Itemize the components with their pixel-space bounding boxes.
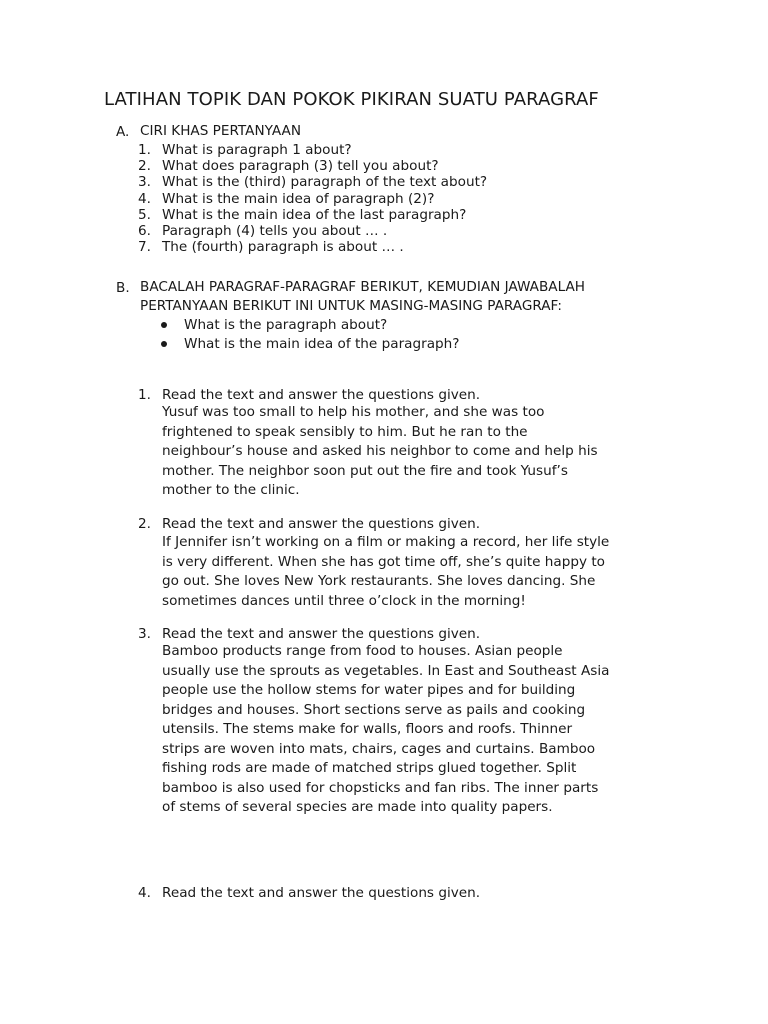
list-number: 3. [138,174,151,191]
section-a-heading: CIRI KHAS PERTANYAAN [140,123,302,139]
list-item [138,142,487,158]
question-instruction: Read the text and answer the questions given. [162,516,481,532]
passage-line: If Jennifer isn’t working on a film or making a record, her life style [162,534,610,550]
passage-line: go out. She loves New York restaurants. She loves dancing. She [162,573,596,589]
list-number: 4. [138,190,151,207]
question-number: 3. [138,626,151,642]
bullet-item [160,316,460,335]
passage-line: mother. The neighbor soon put out the fire and took Yusuf’s [162,462,568,479]
list-item [138,207,487,223]
reading-passage [162,403,598,501]
list-number: 2. [138,158,151,175]
question-number: 2. [138,516,151,532]
list-text: What is the (third) paragraph of the text about? [162,174,488,191]
list-number: 5. [138,206,151,223]
list-item [138,191,487,207]
list-number: 6. [138,223,151,240]
list-text: What is the main idea of the last paragraph? [162,206,467,223]
section-b-heading-line1: BACALAH PARAGRAF-PARAGRAF BERIKUT, KEMUDIAN JAWABALAH [140,279,585,295]
bullet-text: What is the main idea of the paragraph? [184,336,460,352]
bullet-text: What is the paragraph about? [184,317,388,333]
question-instruction: Read the text and answer the questions given. [162,626,481,642]
passage-line: mother to the clinic. [162,482,300,498]
list-number: 7. [138,239,151,256]
passage-line: sometimes dances until three o’clock in the morning! [162,592,526,609]
document-title: LATIHAN TOPIK DAN POKOK PIKIRAN SUATU PARAGRAF [104,89,599,110]
list-item [138,174,487,190]
passage-line: bamboo is also used for chopsticks and fan ribs. The inner parts [162,779,599,796]
passage-line: strips are woven into mats, chairs, cages and curtains. Bamboo [162,740,596,757]
passage-line: of stems of several species are made into quality papers. [162,799,553,815]
passage-line: utensils. The stems make for walls, floors and roofs. Thinner [162,721,573,737]
question-pattern-list [138,142,487,255]
bullet-item [160,335,460,354]
passage-line: frightened to speak sensibly to him. But he ran to the [162,423,528,440]
list-text: What is paragraph 1 about? [162,142,352,158]
question-instruction: Read the text and answer the questions given. [162,387,481,403]
list-text: What does paragraph (3) tell you about? [162,158,439,175]
bullet-icon [161,322,167,328]
passage-line: usually use the sprouts as vegetables. In East and Southeast Asia [162,662,610,679]
section-a-label: A. [116,124,130,140]
question-number: 1. [138,387,151,403]
bullet-icon [161,341,167,347]
section-b-label: B. [116,280,130,296]
list-item [138,158,487,174]
reading-passage [162,533,609,611]
list-text: The (fourth) paragraph is about … . [162,239,404,256]
passage-line: is very different. When she has got time off, she’s quite happy to [162,553,605,570]
passage-line: fishing rods are made of matched strips glued together. Split [162,760,577,776]
reading-passage [162,642,609,818]
list-text: What is the main idea of paragraph (2)? [162,190,435,207]
list-text: Paragraph (4) tells you about … . [162,223,388,240]
list-number: 1. [138,142,151,158]
section-b-heading-line2: PERTANYAAN BERIKUT INI UNTUK MASING-MASING PARAGRAF: [140,298,562,314]
passage-line: neighbour’s house and asked his neighbor to come and help his [162,443,598,459]
question-instruction: Read the text and answer the questions given. [162,885,481,901]
question-number: 4. [138,885,151,901]
passage-line: Yusuf was too small to help his mother, and she was too [162,404,545,420]
passage-line: Bamboo products range from food to houses. Asian people [162,643,563,659]
bullet-list [160,316,460,354]
passage-line: bridges and houses. Short sections serve as pails and cooking [162,701,586,718]
passage-line: people use the hollow stems for water pipes and for building [162,682,576,698]
list-item [138,239,487,255]
list-item [138,223,487,239]
